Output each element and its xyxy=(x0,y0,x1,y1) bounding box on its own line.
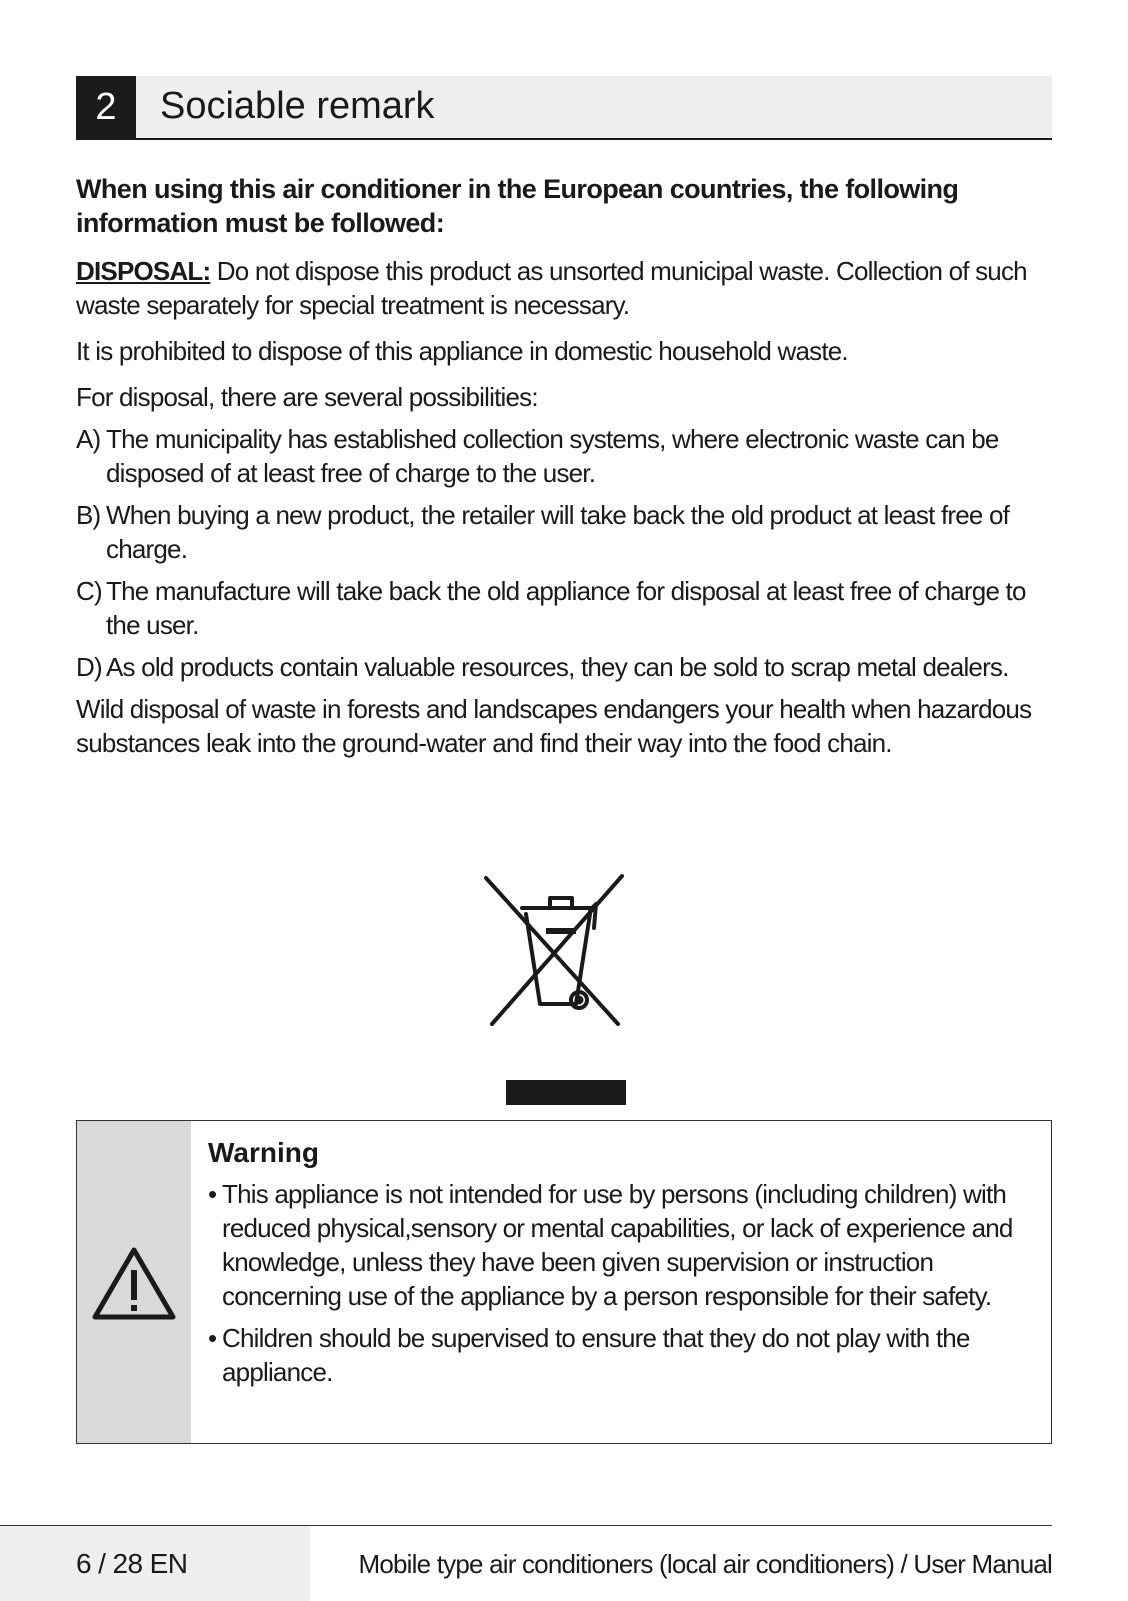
disposal-label: DISPOSAL: xyxy=(76,256,211,286)
list-item xyxy=(208,1321,1038,1389)
bullet-dot: • xyxy=(208,1179,217,1209)
list-text: As old products contain valuable resources, they can be sold to scrap metal dealers. xyxy=(106,652,1009,682)
warning-list xyxy=(208,1177,1038,1397)
disposal-paragraph xyxy=(76,254,1056,322)
document-title: Mobile type air conditioners (local air conditioners) / User Manual xyxy=(358,1549,1052,1579)
section-header xyxy=(76,76,1052,140)
list-item xyxy=(76,650,1056,684)
section-title: Sociable remark xyxy=(160,85,435,127)
list-marker: B) xyxy=(76,500,101,530)
disposal-text: Do not dispose this product as unsorted municipal waste. Collection of such waste separately for special treatment is necessary. xyxy=(76,256,1027,320)
warning-sidebar xyxy=(77,1121,191,1443)
list-text: The municipality has established collection systems, where electronic waste can be disposed of at least free of charge to the user. xyxy=(106,424,999,488)
list-text: Children should be supervised to ensure that they do not play with the appliance. xyxy=(222,1323,970,1387)
list-item xyxy=(76,422,1056,490)
possibilities-paragraph: For disposal, there are several possibilities: xyxy=(76,382,538,412)
list-marker: D) xyxy=(76,652,102,682)
warning-triangle-icon xyxy=(91,1246,177,1322)
section-number: 2 xyxy=(76,76,136,138)
prohibition-paragraph: It is prohibited to dispose of this appliance in domestic household waste. xyxy=(76,336,848,366)
list-item xyxy=(76,574,1056,642)
intro-text: When using this air conditioner in the European countries, the following information must be followed: xyxy=(76,174,959,238)
list-text: The manufacture will take back the old appliance for disposal at least free of charge to the user. xyxy=(106,576,1026,640)
crossed-out-wheelie-bin-icon xyxy=(484,872,644,1032)
body-content xyxy=(76,172,1056,772)
list-item xyxy=(208,1177,1038,1313)
list-text: When buying a new product, the retailer will take back the old product at least free of charge. xyxy=(106,500,1010,564)
page-number: 6 / 28 EN xyxy=(76,1548,188,1579)
closing-paragraph: Wild disposal of waste in forests and landscapes endangers your health when hazardous substances leak into the ground-water and find their way into the food chain. xyxy=(76,694,1032,758)
list-text: This appliance is not intended for use by persons (including children) with reduced physical,sensory or mental capabilities, or lack of experience and knowledge, unless they have been given supervision or instruction concerning use of the appliance by a person responsible for their safety. xyxy=(222,1179,1013,1311)
warning-title: Warning xyxy=(208,1137,319,1168)
warning-box xyxy=(76,1120,1052,1444)
bullet-dot: • xyxy=(208,1323,217,1353)
list-marker: A) xyxy=(76,424,101,454)
list-item xyxy=(76,498,1056,566)
list-marker: C) xyxy=(76,576,102,606)
weee-bar xyxy=(506,1080,626,1105)
